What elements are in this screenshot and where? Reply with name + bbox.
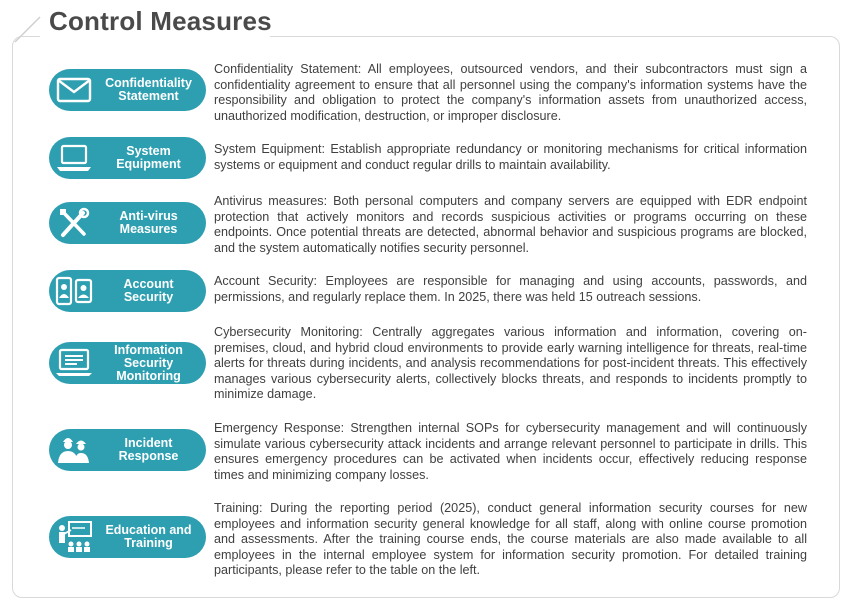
monitor-icon: [49, 342, 99, 384]
education-and-training-badge: [49, 516, 206, 558]
anti-virus-badge: [49, 202, 206, 244]
confidentiality-statement-text: Confidentiality Statement: All employees, outsourced vendors, and their subcontractors must sign a confidentiality agreement to ensure that all personnel using the company's information systems have the responsibility and obligation to protect the company's information assets from unauthorized access, unauthorized modification, destruction, or improper disclosure.: [214, 62, 807, 123]
page-title: Control Measures: [49, 6, 272, 36]
information-security-monitoring-text: Cybersecurity Monitoring: Centrally aggregates various information and information, covering on-premises, cloud, and hybrid cloud environments to provide early warning intelligence for threats, real-time alerts for threats during incidents, and analysis recommendations for post-incident threats. This effectively manages various cybersecurity alerts, collectively blocks threats, and responds to incidents promptly to minimize damage.: [214, 325, 807, 402]
incident-response-text: Emergency Response: Strengthen internal SOPs for cybersecurity management and will continuously simulate various cybersecurity attack incidents and arrange relevant personnel to participate in drills. This ensures emergency procedures can be activated when incidents occur, effectively reducing response times and minimizing company losses.: [214, 421, 807, 482]
corner-accent-icon: [12, 14, 42, 44]
badge-label: Account Security: [123, 277, 174, 304]
system-equipment-badge: [49, 137, 206, 179]
badge-label: Information Security Monitoring: [114, 342, 183, 383]
system-equipment-text: System Equipment: Establish appropriate redundancy or monitoring mechanisms for critical information systems or equipment and conduct regular drills to maintain availability.: [214, 142, 807, 172]
incident-response-badge: [49, 429, 206, 471]
account-security-text: Account Security: Employees are responsible for managing and using accounts, passwords, and permissions, and regularly replace them. In 2025, there was held 15 outreach sessions.: [214, 274, 807, 304]
tools-icon: [49, 202, 99, 244]
classroom-icon: [49, 516, 99, 558]
responders-icon: [49, 429, 99, 471]
badge-label: Education and Training: [105, 523, 192, 550]
badge-label: Incident Response: [118, 436, 179, 463]
education-and-training-text: Training: During the reporting period (2025), conduct general information security courses for new employees and information security general knowledge for all staff, along with online course promotion and assessments. After the training course ends, the course materials are also made available to all employees in the internal employee system for information security promotion. For detailed training participants, please refer to the table on the left.: [214, 501, 807, 578]
anti-virus-text: Antivirus measures: Both personal computers and company servers are equipped with EDR endpoint protection that actively monitors and records suspicious activities or programs occurring on these endpoints. Once potential threats are detected, abnormal behavior and suspicious programs are blocked, and the system automatically notifies security personnel.: [214, 194, 807, 255]
account-security-badge: [49, 270, 206, 312]
account-icon: [49, 270, 99, 312]
laptop-icon: [49, 137, 99, 179]
badge-label: Confidentiality Statement: [105, 76, 192, 103]
badge-label: System Equipment: [116, 144, 181, 171]
badge-label: Anti-virus Measures: [119, 209, 178, 236]
envelope-icon: [49, 69, 99, 111]
information-security-monitoring-badge: [49, 342, 206, 384]
confidentiality-statement-badge: [49, 69, 206, 111]
